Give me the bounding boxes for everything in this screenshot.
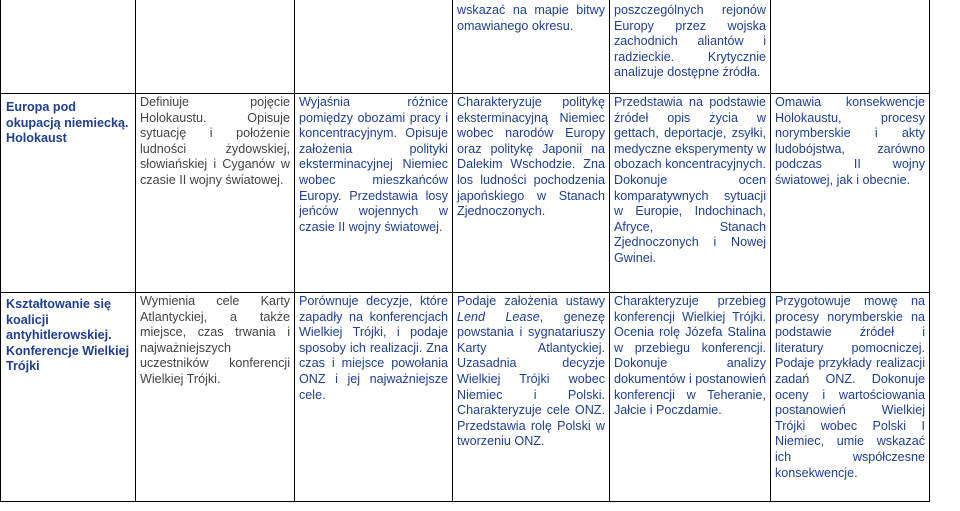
cell-text: Przedstawia na podstawie źródeł opis życia w gettach, deportacje, zsyłki, medyczne eksperymenty w obozach koncentracyjnych. Dokonuje ocen komparatywnych sytuacji w Europie, Indochinach, Afryce, Stanach Zjednoczonych i Nowej Gwinei. [614, 95, 766, 265]
cell-level-3 [453, 293, 610, 502]
cell-text: Omawia konsekwencje Holokaustu, procesy norymberskie i akty ludobójstwa, zarówno podczas II wojny światowej, jak i obecnie. [775, 95, 925, 187]
cell-level-5 [771, 293, 930, 502]
cell-text: Przygotowuje mowę na procesy norymberskie na podstawie źródeł i literatury pomocniczej. Podaje przykłady realizacji zadań ONZ. Dokonuje oceny i wartościowania postanowień Wielkiej Trójki wobec Polski I Niemiec, umie wskazać ich współczesne konsekwencje. [775, 294, 925, 480]
cell-text: poszczególnych rejonów Europy przez wojska zachodnich aliantów i radzieckie. Krytycznie analizuje dostępne źródła. [614, 3, 766, 80]
table-row-continuation [1, 0, 930, 94]
topic-title: Kształtowanie się koalicji antyhitlerowskiej. Konferencje Wielkiej Trójki [6, 297, 130, 374]
cell-text: , genezę powstania i sygnatariuszy Karty Atlantyckiej. Uzasadnia decyzje Wielkiej Trójki wobec Niemiec i Polski. Charakteryzuje cele ONZ. Przedstawia rolę Polski w tworzeniu ONZ. [457, 309, 605, 449]
cell-empty [136, 0, 295, 94]
cell-topic-empty [1, 0, 136, 94]
cell-level-4 [610, 293, 771, 502]
table-row [1, 94, 930, 293]
cell-topic [1, 94, 136, 293]
cell-continuation-col4 [453, 0, 610, 94]
cell-level-1 [136, 293, 295, 502]
cell-level-5 [771, 94, 930, 293]
cell-text: Wymienia cele Karty Atlantyckiej, a także miejsce, czas trwania i najważniejszych uczestników konferencji Wielkiej Trójki. [140, 294, 290, 386]
cell-empty [771, 0, 930, 94]
cell-text: wskazać na mapie bitwy omawianego okresu. [457, 3, 605, 33]
cell-text-italic: Lend Lease [457, 309, 540, 324]
cell-text: Porównuje decyzje, które zapadły na konferencjach Wielkiej Trójki, i podaje sposoby ich realizacji. Zna czas i miejsce powołania ONZ i jej najważniejsze cele. [299, 294, 448, 402]
cell-text: Definiuje pojęcie Holokaustu. Opisuje sytuację i położenie ludności żydowskiej, słowiańskiej i Cyganów w czasie II wojny światowej. [140, 95, 290, 187]
cell-empty [295, 0, 453, 94]
cell-level-3 [453, 94, 610, 293]
cell-level-1 [136, 94, 295, 293]
topic-title: Europa pod okupacją niemiecką. Holokaust [6, 100, 129, 146]
cell-text: Charakteryzuje przebieg konferencji Wielkiej Trójki. Ocenia rolę Józefa Stalina w przebiegu konferencji. Dokonuje analizy dokumentów i postanowień konferencji w Teheranie, Jałcie i Poczdamie. [614, 294, 766, 418]
cell-continuation-col5 [610, 0, 771, 94]
cell-text: Charakteryzuje politykę eksterminacyjną Niemiec wobec narodów Europy oraz politykę Japonii na Dalekim Wschodzie. Zna los ludności pochodzenia japońskiego w Stanach Zjednoczonych. [457, 95, 605, 219]
cell-topic [1, 293, 136, 502]
cell-level-4 [610, 94, 771, 293]
cell-level-2 [295, 293, 453, 502]
cell-text: Podaje założenia ustawy [457, 294, 605, 308]
table-row [1, 293, 930, 502]
cell-text: Wyjaśnia różnice pomiędzy obozami pracy i koncentracyjnym. Opisuje założenia polityki eksterminacyjnej Niemiec wobec mieszkańców Europy. Przedstawia losy jeńców wojennych w czasie II wojny światowej. [299, 95, 448, 234]
cell-level-2 [295, 94, 453, 293]
